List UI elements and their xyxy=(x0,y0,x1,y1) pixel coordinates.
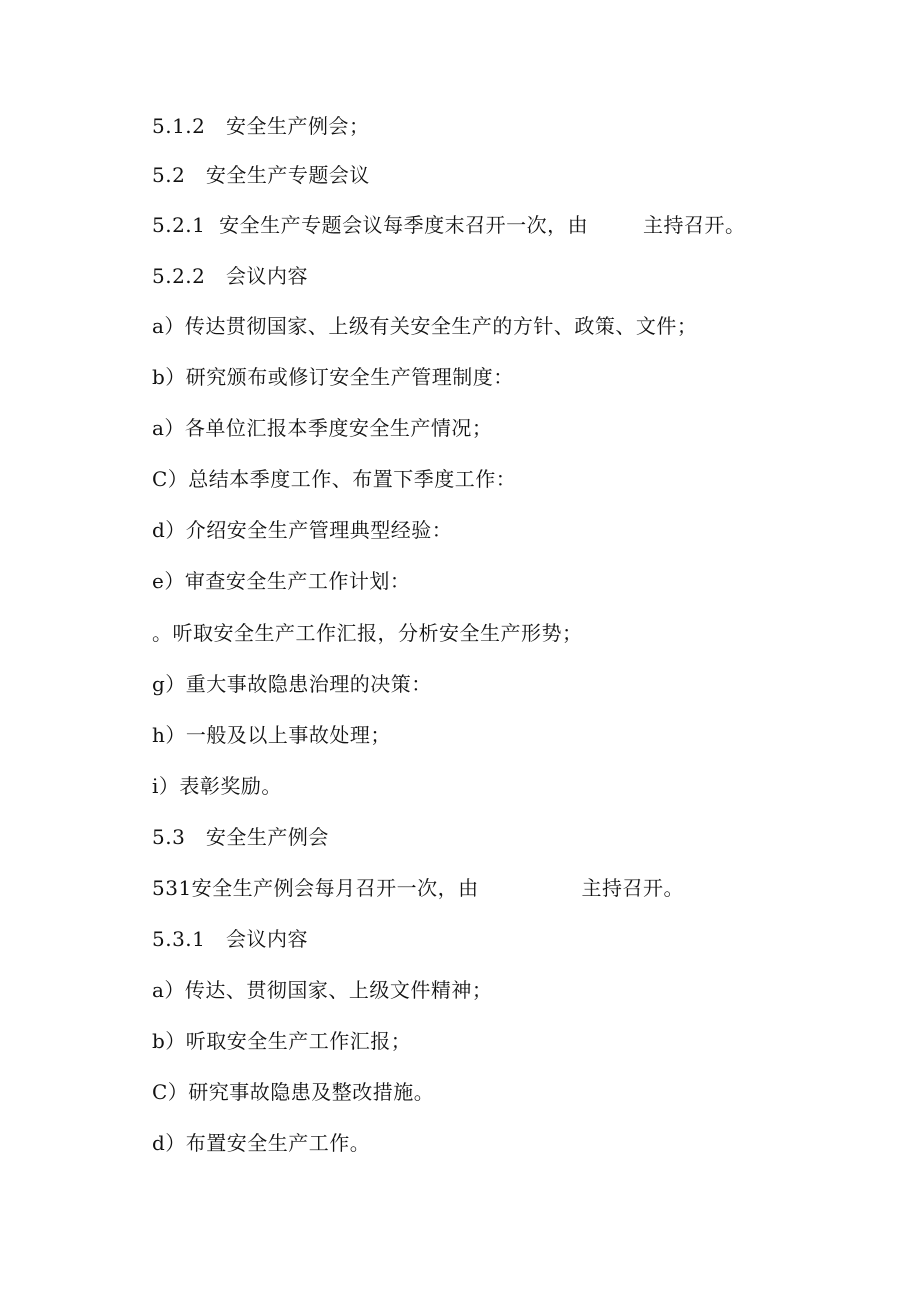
list-item-a2: a）各单位汇报本季度安全生产情况； xyxy=(152,416,493,440)
list-item-h: h）一般及以上事故处理； xyxy=(152,723,391,747)
list-item-c2: C）研究事故隐患及整改措施。 xyxy=(152,1080,435,1104)
list-item-b: b）研究颁布或修订安全生产管理制度： xyxy=(152,365,514,389)
list-item-d: d）介绍安全生产管理典型经验： xyxy=(152,518,453,542)
list-item-e: e）审查安全生产工作计划： xyxy=(152,569,411,593)
line-5-2-1: 5.2.1 安全生产专题会议每季度末召开一次，由 主持召开。 xyxy=(152,213,746,237)
list-item-d2: d）布置安全生产工作。 xyxy=(152,1131,371,1155)
list-item-a3: a）传达、贯彻国家、上级文件精神； xyxy=(152,978,493,1002)
line-5-1-2: 5.1.2 安全生产例会； xyxy=(152,114,370,138)
list-item-f: 。听取安全生产工作汇报，分析安全生产形势； xyxy=(152,621,583,645)
heading-5-2-2: 5.2.2 会议内容 xyxy=(152,264,308,288)
line-5-3-0: 531安全生产例会每月召开一次，由 主持召开。 xyxy=(152,876,685,900)
list-item-c: C）总结本季度工作、布置下季度工作： xyxy=(152,467,517,491)
heading-5-3-1: 5.3.1 会议内容 xyxy=(152,927,308,951)
list-item-a: a）传达贯彻国家、上级有关安全生产的方针、政策、文件； xyxy=(152,314,698,338)
list-item-b2: b）听取安全生产工作汇报； xyxy=(152,1029,412,1053)
heading-5-2: 5.2 安全生产专题会议 xyxy=(152,163,370,187)
list-item-g: g）重大事故隐患治理的决策： xyxy=(152,672,432,696)
heading-5-3: 5.3 安全生产例会 xyxy=(152,825,329,849)
list-item-i: i）表彰奖励。 xyxy=(152,774,282,798)
